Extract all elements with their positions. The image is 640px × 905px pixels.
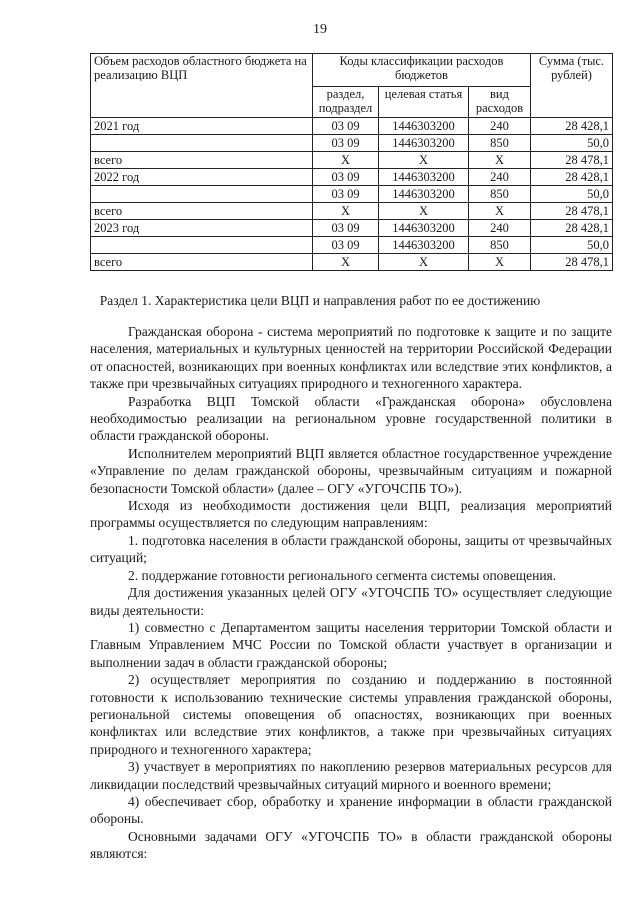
row-sum: 28 478,1 (531, 254, 613, 271)
row-section: 03 09 (313, 135, 379, 152)
row-kind: Х (469, 254, 531, 271)
paragraph: Исполнителем мероприятий ВЦП является областное государственное учреждение «Управление по делам гражданской обороны, чрезвычайным ситуациям и пожарной безопасности Томской области» (далее – ОГУ «УГОЧСПБ ТО»). (90, 445, 612, 496)
paragraph: Исходя из необходимости достижения цели ВЦП, реализация мероприятий программы осуществляется по следующим направлениям: (90, 498, 612, 531)
row-label (91, 186, 313, 203)
table-row (91, 186, 613, 203)
paragraph: 2) осуществляет мероприятия по созданию и поддержанию в постоянной готовности к использованию технические системы управления гражданской обороны, региональной системы оповещения об опасностях, возникающих при военных конфликтах или вследствие этих конфликтов, а также при чрезвычайных ситуациях природного и техногенного характера; (90, 672, 612, 757)
row-sum: 28 428,1 (531, 220, 613, 237)
row-kind: 850 (469, 135, 531, 152)
paragraph: 2. поддержание готовности регионального сегмента системы оповещения. (128, 567, 557, 583)
row-target: 1446303200 (379, 237, 469, 254)
header-codes: Коды классификации расходов бюджетов (313, 54, 531, 87)
row-sum: 50,0 (531, 186, 613, 203)
row-sum: 50,0 (531, 135, 613, 152)
header-volume: Объем расходов областного бюджета на реализацию ВЦП (91, 54, 313, 118)
body-text (90, 323, 612, 863)
paragraph: 1. подготовка населения в области гражданской обороны, защиты от чрезвычайных ситуаций; (90, 532, 612, 566)
row-kind: 240 (469, 169, 531, 186)
row-label: 2023 год (91, 220, 313, 237)
row-kind: Х (469, 203, 531, 220)
table-row (91, 254, 613, 271)
header-kind: вид расходов (469, 87, 531, 118)
header-section: раздел, подраздел (313, 87, 379, 118)
header-target: целевая статья (379, 87, 469, 118)
row-section: 03 09 (313, 118, 379, 135)
row-kind: 850 (469, 237, 531, 254)
budget-table (90, 53, 613, 271)
table-row (91, 169, 613, 186)
row-kind: 240 (469, 220, 531, 237)
row-section: Х (313, 254, 379, 271)
paragraph: Основными задачами ОГУ «УГОЧСПБ ТО» в области гражданской обороны являются: (90, 828, 612, 862)
row-target: 1446303200 (379, 118, 469, 135)
row-label (91, 237, 313, 254)
paragraph: 4) обеспечивает сбор, обработку и хранение информации в области гражданской обороны. (90, 793, 612, 827)
row-sum: 28 478,1 (531, 152, 613, 169)
table-row (91, 237, 613, 254)
row-target: Х (379, 203, 469, 220)
row-target: 1446303200 (379, 135, 469, 152)
row-sum: 28 478,1 (531, 203, 613, 220)
row-section: Х (313, 203, 379, 220)
row-section: 03 09 (313, 220, 379, 237)
row-kind: 240 (469, 118, 531, 135)
paragraph: Для достижения указанных целей ОГУ «УГОЧСПБ ТО» осуществляет следующие виды деятельности: (90, 585, 612, 618)
page-number: 19 (313, 22, 327, 37)
row-label (91, 135, 313, 152)
row-target: Х (379, 152, 469, 169)
row-target: Х (379, 254, 469, 271)
paragraph: Гражданская оборона - система мероприятий по подготовке к защите и по защите населения, материальных и культурных ценностей на территории Российской Федерации от опасностей, возникающих при военных конфликтах или вследствие этих конфликтов, а также при чрезвычайных ситуациях природного и техногенного характера. (90, 324, 612, 392)
row-label: 2021 год (91, 118, 313, 135)
row-section: 03 09 (313, 237, 379, 254)
paragraph: 3) участвует в мероприятиях по накоплению резервов материальных ресурсов для ликвидации последствий чрезвычайных ситуаций мирного и военного времени; (90, 759, 612, 792)
table-row (91, 152, 613, 169)
table-row (91, 135, 613, 152)
table-row (91, 220, 613, 237)
paragraph: Разработка ВЦП Томской области «Гражданская оборона» обусловлена необходимостью реализации на региональном уровне государственной политики в области гражданской обороны. (90, 393, 612, 444)
row-label: всего (91, 203, 313, 220)
row-section: 03 09 (313, 169, 379, 186)
row-kind: 850 (469, 186, 531, 203)
row-sum: 50,0 (531, 237, 613, 254)
table-row (91, 118, 613, 135)
row-label: всего (91, 254, 313, 271)
table-row (91, 203, 613, 220)
row-sum: 28 428,1 (531, 118, 613, 135)
section-heading: Раздел 1. Характеристика цели ВЦП и направления работ по ее достижению (99, 293, 541, 308)
row-label: 2022 год (91, 169, 313, 186)
row-section: 03 09 (313, 186, 379, 203)
row-label: всего (91, 152, 313, 169)
row-section: Х (313, 152, 379, 169)
row-target: 1446303200 (379, 186, 469, 203)
row-kind: Х (469, 152, 531, 169)
row-target: 1446303200 (379, 220, 469, 237)
paragraph: 1) совместно с Департаментом защиты населения территории Томской области и Главным Управлением МЧС России по Томской области участвует в организации и выполнении задач в области гражданской обороны; (90, 619, 612, 670)
row-target: 1446303200 (379, 169, 469, 186)
header-sum: Сумма (тыс. рублей) (531, 54, 613, 118)
row-sum: 28 428,1 (531, 169, 613, 186)
